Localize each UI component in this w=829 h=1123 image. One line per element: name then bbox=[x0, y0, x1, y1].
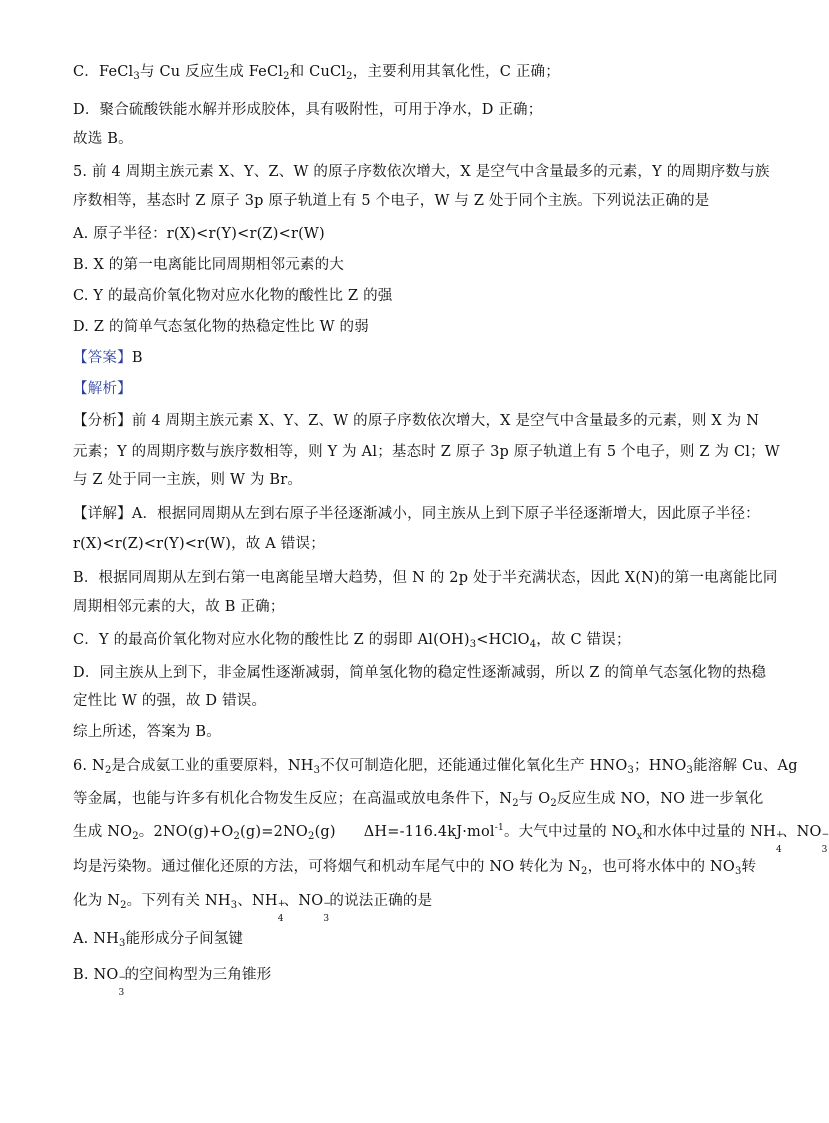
option-c: C. Y 的最高价氧化物对应水化物的酸性比 Z 的强 bbox=[73, 288, 393, 304]
option-a: A. 原子半径：r(X)<r(Y)<r(Z)<r(W) bbox=[73, 226, 325, 242]
answer-value: B bbox=[131, 350, 143, 366]
question-5-stem: 序数相等，基态时 Z 原子 3p 原子轨道上有 5 个电子，W 与 Z 处于同个主族。下列说法正确的是 bbox=[73, 193, 710, 209]
fenxi-tag: 【分析】 bbox=[73, 413, 132, 429]
analysis-line: 【分析】前 4 周期主族元素 X、Y、Z、W 的原子序数依次增大，X 是空气中含量最多的元素，则 X 为 N bbox=[73, 413, 760, 429]
detail-line: 【详解】A．根据同周期从左到右原子半径逐渐减小，同主族从上到下原子半径逐渐增大，因此原子半径： bbox=[73, 506, 760, 522]
analysis-line: 与 Z 处于同一主族，则 W 为 Br。 bbox=[73, 472, 303, 488]
detail-line: 周期相邻元素的大，故 B 正确； bbox=[73, 599, 285, 615]
option-a: A. $NH_3$能形成分子间氢键 bbox=[73, 931, 244, 949]
question-6-stem: 均是污染物。通过催化还原的方法，可将烟气和机动车尾气中的 NO 转化为 $N_2$，也可将水体中的 $NO_3$转 bbox=[73, 859, 757, 877]
question-6-stem: 等金属，也能与许多有机化合物发生反应；在高温或放电条件下，$N_2$与 $O_2$反应生成 NO，NO 进一步氧化 bbox=[73, 791, 764, 809]
question-6-stem: 化为 $N_2$。下列有关 $NH_3$、NH + 4 、NO − 3 的说法正确的是 bbox=[73, 893, 433, 924]
detail-line: D．同主族从上到下，非金属性逐渐减弱，简单氢化物的稳定性逐渐减弱，所以 Z 的简单气态氢化物的热稳 bbox=[73, 665, 767, 681]
summary-line: 综上所述，答案为 B。 bbox=[73, 724, 221, 740]
option-b: B. X 的第一电离能比同周期相邻元素的大 bbox=[73, 257, 345, 273]
text-line: D．聚合硫酸铁能水解并形成胶体，具有吸附性，可用于净水，D 正确； bbox=[73, 102, 543, 118]
detail-line: r(X)<r(Z)<r(Y)<r(W)，故 A 错误； bbox=[73, 536, 325, 552]
text-line: 故选 B。 bbox=[73, 131, 133, 147]
answer-tag: 【答案】 bbox=[73, 350, 132, 366]
analysis-heading bbox=[73, 379, 733, 399]
detail-line: B．根据同周期从左到右第一电离能呈增大趋势，但 N 的 2p 处于半充满状态，因此 X(N)的第一电离能比同 bbox=[73, 570, 778, 586]
option-d: D. Z 的简单气态氢化物的热稳定性比 W 的弱 bbox=[73, 319, 369, 335]
option-b: B. NO − 3 的空间构型为三角锥形 bbox=[73, 967, 272, 998]
detail-line: C．Y 的最高价氧化物对应水化物的酸性比 Z 的弱即 $Al(OH)_3<HClO_4$，故 C 错误； bbox=[73, 632, 631, 650]
xiangjie-tag: 【详解】 bbox=[73, 506, 132, 522]
question-6-stem: 生成 $NO_2$。$2NO(g)+O_2(g)=2NO_2(g)$ ΔH=-116.4kJ·mol$^{-1}$。大气中过量的 $NO_x$和水体中过量的 NH + 4 、NO − 3 bbox=[73, 823, 829, 855]
detail-line: 定性比 W 的强，故 D 错误。 bbox=[73, 693, 267, 709]
question-6-stem: 6. $N_2$是合成氨工业的重要原料，$NH_3$不仅可制造化肥，还能通过催化氧化生产 $HNO_3$；$HNO_3$能溶解 Cu、Ag bbox=[73, 758, 798, 776]
analysis-line: 元素；Y 的周期序数与族序数相等，则 Y 为 Al；基态时 Z 原子 3p 原子轨道上有 5 个电子，则 Z 为 Cl；W bbox=[73, 444, 780, 460]
analysis-tag: 【解析】 bbox=[73, 381, 132, 397]
question-5-stem: 5. 前 4 周期主族元素 X、Y、Z、W 的原子序数依次增大，X 是空气中含量最多的元素，Y 的周期序数与族 bbox=[73, 164, 770, 180]
answer-line bbox=[73, 348, 733, 368]
text-line: C．FeCl$_3$与 Cu 反应生成 FeCl$_2$和 CuCl$_2$，主要利用其氧化性，C 正确； bbox=[73, 64, 560, 82]
